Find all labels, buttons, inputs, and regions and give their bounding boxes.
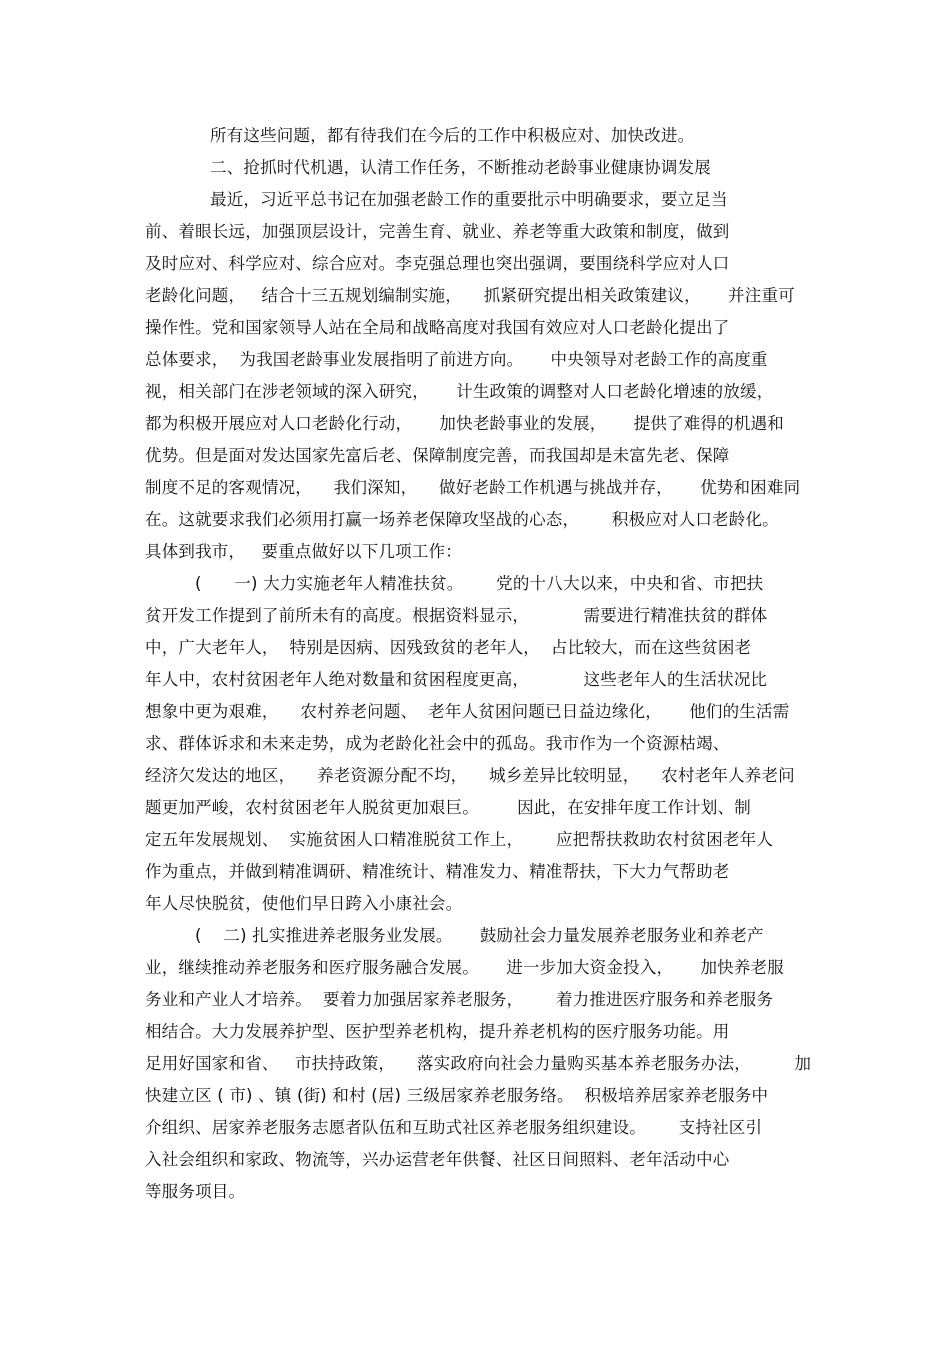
text-line: 在。这就要求我们必须用打赢一场养老保障攻坚战的心态， 积极应对人口老龄化。 <box>145 510 779 529</box>
text-line: 作为重点，并做到精准调研、精准统计、精准发力、精准帮扶，下大力气帮助老 <box>145 862 730 881</box>
text-line: 经济欠发达的地区， 养老资源分配不均， 城乡差异比较明显， 农村老年人养老问 <box>145 766 795 785</box>
text-line: 都为积极开展应对人口老龄化行动， 加快老龄事业的发展， 提供了难得的机遇和 <box>145 414 784 433</box>
text-line: 前、着眼长远，加强顶层设计，完善生育、就业、养老等重大政策和制度，做到 <box>145 222 730 241</box>
subsection-start: ( 一) 大力实施老年人精准扶贫。 党的十八大以来，中央和省、市把扶 <box>195 574 764 593</box>
text-line: 入社会组织和家政、物流等，兴办运营老年供餐、社区日间照料、老年活动中心 <box>145 1150 730 1169</box>
text-line: 快建立区 ( 市) 、镇 (街) 和村 (居) 三级居家养老服务络。 积极培养居家养老服务中 <box>145 1086 769 1105</box>
subsection-start: ( 二) 扎实推进养老服务业发展。 鼓励社会力量发展养老服务业和养老产 <box>195 926 764 945</box>
text-line: 想象中更为艰难， 农村养老问题、 老年人贫困问题已日益边缘化， 他们的生活需 <box>145 702 790 721</box>
text-line: 优势。但是面对发达国家先富后老、保障制度完善，而我国却是未富先老、保障 <box>145 446 730 465</box>
text-line: 业，继续推动养老服务和医疗服务融合发展。 进一步加大资金投入， 加快养老服 <box>145 958 784 977</box>
text-line: 定五年发展规划、 实施贫困人口精准脱贫工作上， 应把帮扶救助农村贫困老年人 <box>145 830 774 849</box>
text-line: 务业和产业人才培养。 要着力加强居家养老服务， 着力推进医疗服务和养老服务 <box>145 990 774 1009</box>
text-line: 足用好国家和省、 市扶持政策， 落实政府向社会力量购买基本养老服务办法， 加 <box>145 1054 812 1073</box>
text-line: 相结合。大力发展养护型、医护型养老机构，提升养老机构的医疗服务功能。用 <box>145 1022 730 1041</box>
text-line: 视，相关部门在涉老领域的深入研究， 计生政策的调整对人口老龄化增速的放缓， <box>145 382 774 401</box>
text-line: 年人中，农村贫困老年人绝对数量和贫困程度更高， 这些老年人的生活状况比 <box>145 670 768 689</box>
text-line: 求、群体诉求和未来走势，成为老龄化社会中的孤岛。我市作为一个资源枯竭、 <box>145 734 730 753</box>
text-line: 等服务项目。 <box>145 1182 246 1201</box>
text-line: 及时应对、科学应对、综合应对。李克强总理也突出强调，要围绕科学应对人口 <box>145 254 730 273</box>
text-line: 题更加严峻，农村贫困老年人脱贫更加艰巨。 因此，在安排年度工作计划、制 <box>145 798 751 817</box>
text-line: 年人尽快脱贫，使他们早日跨入小康社会。 <box>145 894 463 913</box>
text-line: 所有这些问题，都有待我们在今后的工作中积极应对、加快改进。 <box>210 126 695 145</box>
text-line: 制度不足的客观情况， 我们深知， 做好老龄工作机遇与挑战并存， 优势和困难同 <box>145 478 801 497</box>
text-line: 最近，习近平总书记在加强老龄工作的重要批示中明确要求，要立足当 <box>210 190 728 209</box>
text-line: 中，广大老年人， 特别是因病、因残致贫的老年人， 占比较大，而在这些贫困老 <box>145 638 752 657</box>
text-line: 总体要求， 为我国老龄事业发展指明了前进方向。 中央领导对老龄工作的高度重 <box>145 350 768 369</box>
text-line: 贫开发工作提到了前所未有的高度。根据资料显示， 需要进行精准扶贫的群体 <box>145 606 768 625</box>
text-line: 老龄化问题， 结合十三五规划编制实施， 抓紧研究提出相关政策建议， 并注重可 <box>145 286 795 305</box>
section-heading: 二、抢抓时代机遇，认清工作任务，不断推动老龄事业健康协调发展 <box>210 158 711 177</box>
text-line: 操作性。党和国家领导人站在全局和战略高度对我国有效应对人口老龄化提出了 <box>145 318 730 337</box>
text-line: 介组织、居家养老服务志愿者队伍和互助式社区养老服务组织建设。 支持社区引 <box>145 1118 763 1137</box>
text-line: 具体到我市， 要重点做好以下几项工作： <box>145 542 462 561</box>
